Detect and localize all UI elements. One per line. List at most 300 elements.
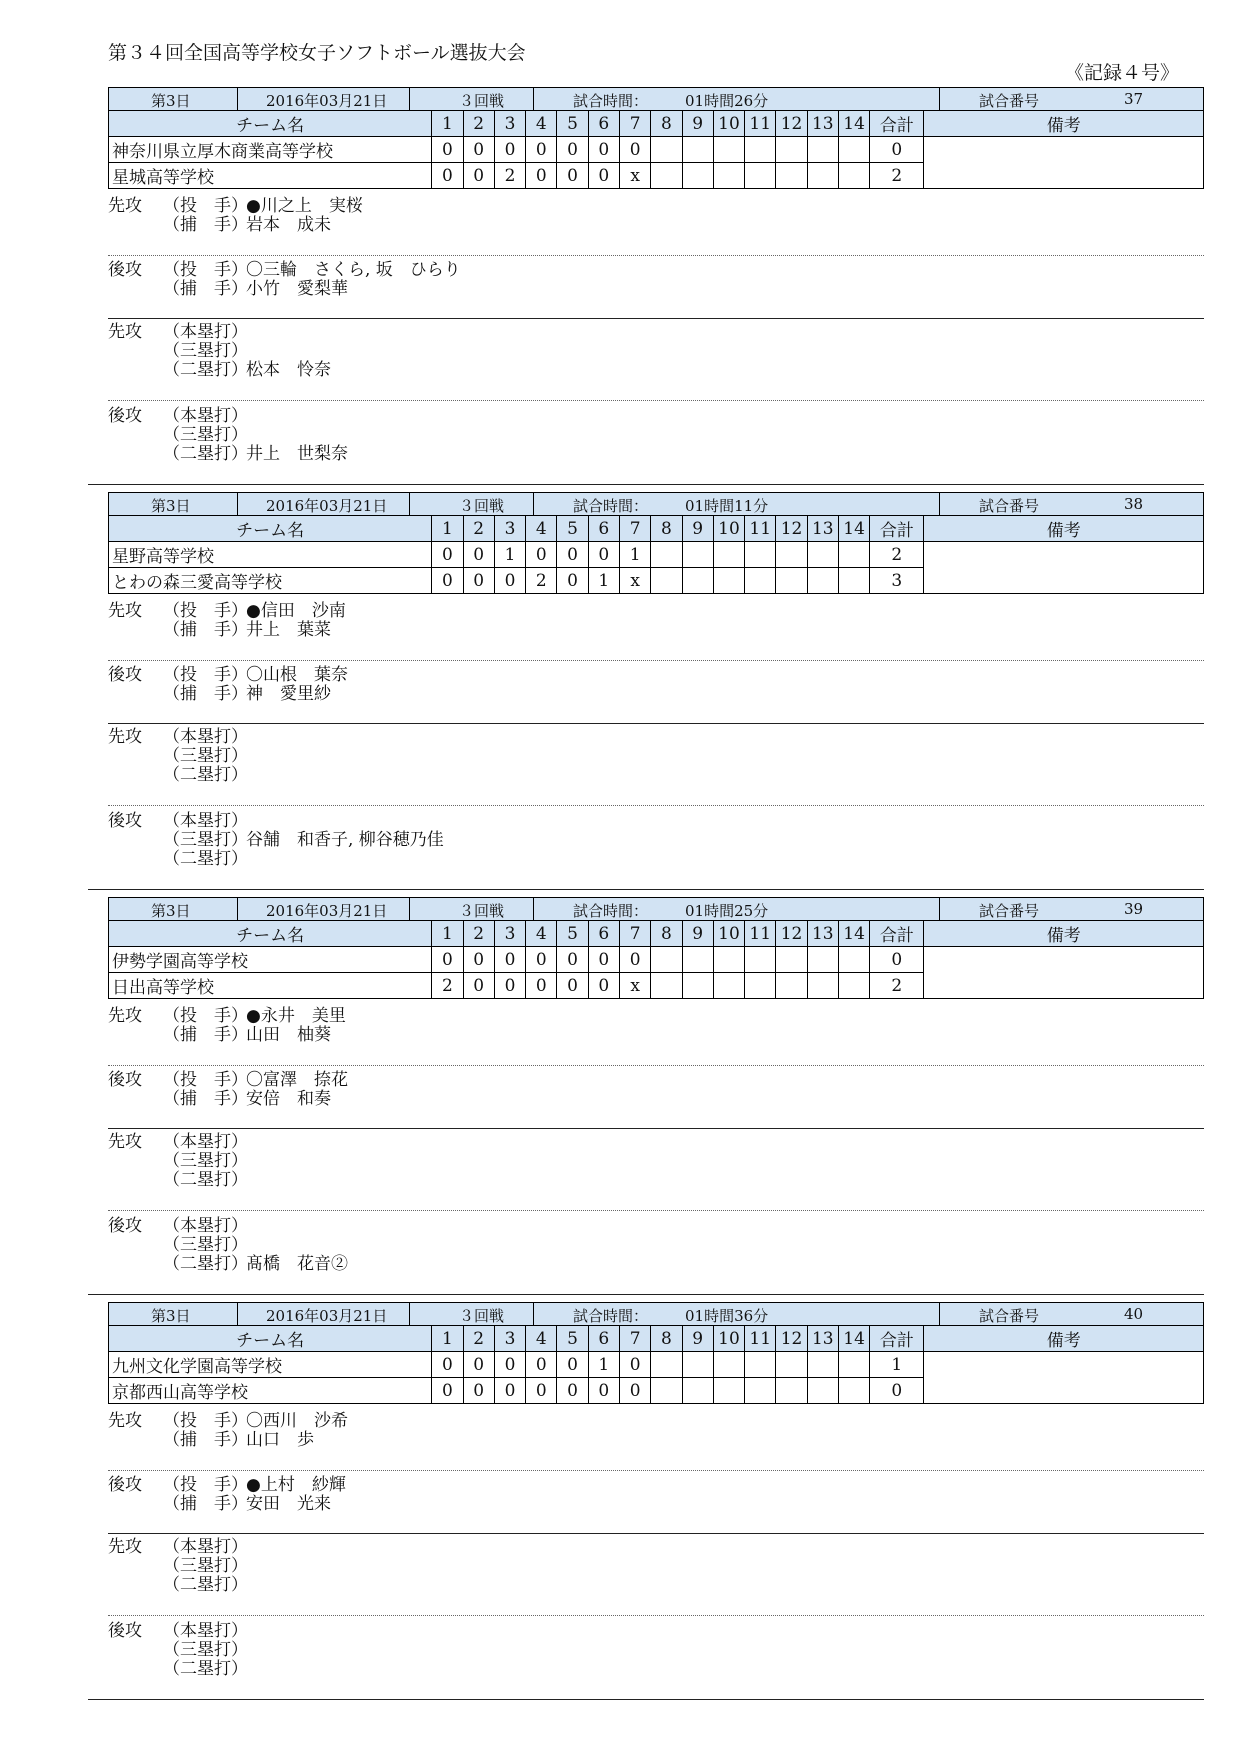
- table-header-row: [109, 1326, 1204, 1352]
- inning-score: [807, 973, 838, 999]
- inning-score: [776, 163, 807, 189]
- second-label: 後攻: [108, 1475, 142, 1495]
- inning-score: [838, 973, 869, 999]
- inning-score: 0: [432, 163, 463, 189]
- inning-header: 1: [432, 516, 463, 542]
- inning-header: 11: [745, 1326, 776, 1352]
- second-label: 後攻: [108, 260, 142, 280]
- remarks-cell: [924, 137, 1204, 189]
- inning-score: [682, 1378, 713, 1404]
- game-round: ３回戦: [459, 497, 505, 515]
- game-block: [108, 87, 1204, 499]
- dotted-separator: [108, 1470, 1204, 1471]
- catcher-label: （捕 手）: [163, 1494, 248, 1514]
- inning-score: [651, 542, 682, 568]
- inning-header: 8: [651, 921, 682, 947]
- catcher-label: （捕 手）: [163, 1025, 248, 1045]
- inning-score: 0: [526, 973, 557, 999]
- catcher-label: （捕 手）: [163, 1089, 248, 1109]
- game-block: [108, 492, 1204, 904]
- hr-label: （本塁打）: [163, 406, 248, 426]
- pitcher-label: （投 手）: [163, 665, 248, 685]
- game-time-label: 試合時間：: [573, 1307, 649, 1325]
- game-no-label: 試合番号: [979, 92, 1040, 110]
- game-time-label: 試合時間：: [573, 92, 649, 110]
- inning-score: [713, 542, 744, 568]
- total-score: 1: [870, 1352, 924, 1378]
- first-catcher: 山田 柚葵: [246, 1025, 331, 1045]
- game-round: ３回戦: [459, 92, 505, 110]
- inning-score: [745, 542, 776, 568]
- second-double: 髙橋 花音②: [246, 1254, 348, 1274]
- triple-label: （三塁打）: [163, 746, 248, 766]
- game-info-bar: [108, 87, 1204, 111]
- line-score-table: [108, 1325, 1204, 1404]
- catcher-label: （捕 手）: [163, 620, 248, 640]
- table-header-row: [109, 111, 1204, 137]
- total-header: 合計: [870, 516, 924, 542]
- inning-header: 9: [682, 111, 713, 137]
- first-pitcher: ●信田 沙南: [246, 601, 346, 621]
- catcher-label: （捕 手）: [163, 1430, 248, 1450]
- inning-header: 9: [682, 516, 713, 542]
- game-date: 2016年03月21日: [266, 1307, 388, 1325]
- inning-score: [713, 163, 744, 189]
- inning-score: [713, 1352, 744, 1378]
- inning-score: 0: [588, 137, 619, 163]
- game-no-label: 試合番号: [979, 1307, 1040, 1325]
- total-header: 合計: [870, 1326, 924, 1352]
- line-score-table: [108, 110, 1204, 189]
- first-label: 先攻: [108, 727, 142, 747]
- remarks-header: 備考: [924, 1326, 1204, 1352]
- info-divider: [533, 493, 534, 515]
- dotted-separator: [108, 1210, 1204, 1211]
- inning-score: [713, 973, 744, 999]
- inning-header: 7: [619, 1326, 650, 1352]
- second-pitcher: ●上村 紗輝: [246, 1475, 346, 1495]
- game-round: ３回戦: [459, 1307, 505, 1325]
- inning-header: 7: [619, 516, 650, 542]
- inning-header: 11: [745, 516, 776, 542]
- inning-score: [807, 1378, 838, 1404]
- game-time-label: 試合時間：: [573, 497, 649, 515]
- game-time: 01時間36分: [685, 1307, 769, 1325]
- inning-score: 2: [432, 973, 463, 999]
- game-end-line: [88, 1294, 1204, 1295]
- game-date: 2016年03月21日: [266, 92, 388, 110]
- inning-score: [651, 568, 682, 594]
- line-score-table: [108, 920, 1204, 999]
- inning-score: [807, 568, 838, 594]
- inning-score: 0: [432, 542, 463, 568]
- first-catcher: 井上 葉菜: [246, 620, 331, 640]
- inning-score: 0: [432, 947, 463, 973]
- game-day: 第3日: [151, 902, 191, 920]
- first-double: 松本 怜奈: [246, 360, 331, 380]
- game-no: 38: [1124, 495, 1144, 513]
- hr-label: （本塁打）: [163, 727, 248, 747]
- inning-score: [745, 1352, 776, 1378]
- first-label: 先攻: [108, 322, 142, 342]
- inning-score: [776, 568, 807, 594]
- inning-score: 0: [588, 973, 619, 999]
- double-label: （二塁打）: [163, 1254, 248, 1274]
- remarks-cell: [924, 947, 1204, 999]
- inning-score: [682, 947, 713, 973]
- inning-score: [682, 568, 713, 594]
- inning-score: [713, 137, 744, 163]
- hr-label: （本塁打）: [163, 1216, 248, 1236]
- inning-score: 0: [494, 947, 525, 973]
- triple-label: （三塁打）: [163, 1556, 248, 1576]
- second-label: 後攻: [108, 1070, 142, 1090]
- inning-score: [776, 1352, 807, 1378]
- inning-header: 11: [745, 921, 776, 947]
- game-info-bar: [108, 897, 1204, 921]
- inning-score: 0: [557, 1352, 588, 1378]
- catcher-label: （捕 手）: [163, 215, 248, 235]
- game-info-bar: [108, 492, 1204, 516]
- remarks-header: 備考: [924, 921, 1204, 947]
- total-score: 0: [870, 947, 924, 973]
- inning-score: 0: [494, 1378, 525, 1404]
- game-block: [108, 897, 1204, 1309]
- inning-header: 10: [713, 1326, 744, 1352]
- inning-score: 0: [526, 1378, 557, 1404]
- inning-score: [838, 163, 869, 189]
- inning-header: 2: [463, 111, 494, 137]
- inning-score: 0: [619, 1378, 650, 1404]
- inning-header: 1: [432, 111, 463, 137]
- inning-score: 0: [526, 1352, 557, 1378]
- second-label: 後攻: [108, 1216, 142, 1236]
- double-label: （二塁打）: [163, 1575, 248, 1595]
- inning-header: 14: [838, 921, 869, 947]
- inning-header: 13: [807, 1326, 838, 1352]
- inning-score: [838, 137, 869, 163]
- second-label: 後攻: [108, 406, 142, 426]
- info-divider: [409, 898, 410, 920]
- inning-header: 12: [776, 516, 807, 542]
- inning-header: 9: [682, 921, 713, 947]
- second-pitcher: 〇三輪 さくら, 坂 ひらり: [246, 260, 461, 280]
- inning-score: [838, 947, 869, 973]
- inning-score: 0: [557, 947, 588, 973]
- inning-score: 0: [557, 137, 588, 163]
- dotted-separator: [108, 1615, 1204, 1616]
- inning-score: 0: [432, 137, 463, 163]
- inning-header: 6: [588, 921, 619, 947]
- record-number: 《記録４号》: [1064, 62, 1179, 84]
- game-info-bar: [108, 1302, 1204, 1326]
- game-day: 第3日: [151, 497, 191, 515]
- second-label: 後攻: [108, 811, 142, 831]
- inning-score: 0: [432, 1378, 463, 1404]
- inning-score: [651, 163, 682, 189]
- inning-score: 0: [557, 973, 588, 999]
- section-separator: [108, 723, 1204, 724]
- inning-header: 11: [745, 111, 776, 137]
- inning-header: 5: [557, 111, 588, 137]
- info-divider: [237, 88, 238, 110]
- table-row: [109, 1352, 1204, 1378]
- inning-score: 1: [588, 1352, 619, 1378]
- info-divider: [409, 1303, 410, 1325]
- inning-score: [682, 542, 713, 568]
- inning-header: 12: [776, 921, 807, 947]
- inning-score: [838, 1378, 869, 1404]
- total-score: 3: [870, 568, 924, 594]
- pitcher-label: （投 手）: [163, 260, 248, 280]
- first-label: 先攻: [108, 601, 142, 621]
- inning-score: x: [619, 163, 650, 189]
- triple-label: （三塁打）: [163, 425, 248, 445]
- inning-header: 4: [526, 111, 557, 137]
- hr-label: （本塁打）: [163, 322, 248, 342]
- inning-score: 0: [557, 1378, 588, 1404]
- first-label: 先攻: [108, 1537, 142, 1557]
- triple-label: （三塁打）: [163, 830, 248, 850]
- info-divider: [237, 898, 238, 920]
- total-header: 合計: [870, 921, 924, 947]
- inning-score: 0: [588, 163, 619, 189]
- pitcher-label: （投 手）: [163, 1006, 248, 1026]
- info-divider: [237, 1303, 238, 1325]
- second-pitcher: 〇富澤 捺花: [246, 1070, 348, 1090]
- inning-score: 0: [526, 542, 557, 568]
- inning-score: [713, 1378, 744, 1404]
- hr-label: （本塁打）: [163, 1537, 248, 1557]
- game-day: 第3日: [151, 1307, 191, 1325]
- inning-score: [651, 137, 682, 163]
- inning-header: 4: [526, 921, 557, 947]
- team-column-header: チーム名: [109, 111, 432, 137]
- inning-score: [745, 163, 776, 189]
- game-date: 2016年03月21日: [266, 497, 388, 515]
- inning-score: 0: [526, 947, 557, 973]
- dotted-separator: [108, 255, 1204, 256]
- pitcher-label: （投 手）: [163, 196, 248, 216]
- remarks-cell: [924, 542, 1204, 594]
- second-label: 後攻: [108, 665, 142, 685]
- inning-score: 0: [463, 568, 494, 594]
- inning-score: 0: [463, 542, 494, 568]
- first-catcher: 岩本 成未: [246, 215, 331, 235]
- first-label: 先攻: [108, 1411, 142, 1431]
- total-header: 合計: [870, 111, 924, 137]
- inning-header: 14: [838, 516, 869, 542]
- inning-header: 7: [619, 921, 650, 947]
- total-score: 0: [870, 137, 924, 163]
- inning-header: 1: [432, 1326, 463, 1352]
- inning-score: [776, 542, 807, 568]
- triple-label: （三塁打）: [163, 341, 248, 361]
- triple-label: （三塁打）: [163, 1235, 248, 1255]
- double-label: （二塁打）: [163, 1170, 248, 1190]
- table-header-row: [109, 516, 1204, 542]
- inning-header: 6: [588, 1326, 619, 1352]
- inning-header: 6: [588, 516, 619, 542]
- team-name: 星城高等学校: [109, 163, 432, 189]
- inning-header: 10: [713, 516, 744, 542]
- inning-header: 3: [494, 111, 525, 137]
- inning-header: 5: [557, 516, 588, 542]
- inning-score: [776, 1378, 807, 1404]
- team-column-header: チーム名: [109, 921, 432, 947]
- game-no: 40: [1124, 1305, 1144, 1323]
- game-date: 2016年03月21日: [266, 902, 388, 920]
- inning-score: [776, 137, 807, 163]
- inning-header: 13: [807, 111, 838, 137]
- game-end-line: [88, 889, 1204, 890]
- inning-score: [745, 568, 776, 594]
- tournament-title: 第３４回全国高等学校女子ソフトボール選抜大会: [108, 42, 526, 64]
- inning-score: [838, 568, 869, 594]
- game-time: 01時間26分: [685, 92, 769, 110]
- team-name: 九州文化学園高等学校: [109, 1352, 432, 1378]
- inning-header: 14: [838, 1326, 869, 1352]
- inning-score: [776, 973, 807, 999]
- inning-score: x: [619, 973, 650, 999]
- inning-score: [745, 947, 776, 973]
- info-divider: [939, 1303, 940, 1325]
- inning-score: [807, 137, 838, 163]
- line-score-table: [108, 515, 1204, 594]
- first-label: 先攻: [108, 196, 142, 216]
- inning-score: 0: [557, 568, 588, 594]
- inning-score: 0: [619, 1352, 650, 1378]
- inning-header: 9: [682, 1326, 713, 1352]
- inning-score: 0: [463, 1352, 494, 1378]
- inning-score: [713, 947, 744, 973]
- inning-header: 3: [494, 1326, 525, 1352]
- inning-header: 5: [557, 921, 588, 947]
- table-row: [109, 542, 1204, 568]
- team-name: とわの森三愛高等学校: [109, 568, 432, 594]
- info-divider: [533, 1303, 534, 1325]
- inning-score: [745, 1378, 776, 1404]
- inning-score: 0: [557, 542, 588, 568]
- inning-header: 4: [526, 516, 557, 542]
- remarks-cell: [924, 1352, 1204, 1404]
- game-time: 01時間25分: [685, 902, 769, 920]
- team-name: 京都西山高等学校: [109, 1378, 432, 1404]
- inning-score: [682, 137, 713, 163]
- inning-header: 3: [494, 921, 525, 947]
- info-divider: [409, 493, 410, 515]
- inning-score: 0: [588, 542, 619, 568]
- inning-score: 0: [463, 947, 494, 973]
- inning-score: 1: [494, 542, 525, 568]
- inning-score: [838, 1352, 869, 1378]
- inning-score: 0: [588, 947, 619, 973]
- table-header-row: [109, 921, 1204, 947]
- team-name: 日出高等学校: [109, 973, 432, 999]
- double-label: （二塁打）: [163, 360, 248, 380]
- inning-header: 2: [463, 1326, 494, 1352]
- hr-label: （本塁打）: [163, 1132, 248, 1152]
- inning-score: [807, 163, 838, 189]
- first-pitcher: ●永井 美里: [246, 1006, 346, 1026]
- double-label: （二塁打）: [163, 1659, 248, 1679]
- inning-header: 4: [526, 1326, 557, 1352]
- inning-score: [651, 973, 682, 999]
- double-label: （二塁打）: [163, 849, 248, 869]
- game-no-label: 試合番号: [979, 497, 1040, 515]
- inning-score: [651, 1378, 682, 1404]
- second-triple: 谷舗 和香子, 柳谷穂乃佳: [246, 830, 444, 850]
- inning-score: [807, 947, 838, 973]
- inning-header: 1: [432, 921, 463, 947]
- remarks-header: 備考: [924, 111, 1204, 137]
- second-catcher: 小竹 愛梨華: [246, 279, 348, 299]
- inning-header: 13: [807, 516, 838, 542]
- info-divider: [939, 88, 940, 110]
- catcher-label: （捕 手）: [163, 279, 248, 299]
- inning-score: [682, 973, 713, 999]
- inning-header: 10: [713, 111, 744, 137]
- inning-score: [682, 1352, 713, 1378]
- inning-score: 0: [494, 137, 525, 163]
- total-score: 2: [870, 973, 924, 999]
- info-divider: [237, 493, 238, 515]
- inning-score: 0: [526, 137, 557, 163]
- inning-score: 0: [432, 568, 463, 594]
- inning-score: 0: [432, 1352, 463, 1378]
- inning-header: 6: [588, 111, 619, 137]
- second-label: 後攻: [108, 1621, 142, 1641]
- second-pitcher: 〇山根 葉奈: [246, 665, 348, 685]
- inning-header: 8: [651, 1326, 682, 1352]
- triple-label: （三塁打）: [163, 1640, 248, 1660]
- game-day: 第3日: [151, 92, 191, 110]
- info-divider: [533, 898, 534, 920]
- game-round: ３回戦: [459, 902, 505, 920]
- inning-score: 0: [494, 973, 525, 999]
- hr-label: （本塁打）: [163, 811, 248, 831]
- inning-score: 0: [463, 137, 494, 163]
- game-no: 37: [1124, 90, 1144, 108]
- inning-score: [745, 973, 776, 999]
- inning-score: 2: [526, 568, 557, 594]
- second-double: 井上 世梨奈: [246, 444, 348, 464]
- game-no: 39: [1124, 900, 1144, 918]
- inning-score: [682, 163, 713, 189]
- pitcher-label: （投 手）: [163, 1475, 248, 1495]
- inning-header: 12: [776, 1326, 807, 1352]
- inning-score: 0: [494, 568, 525, 594]
- inning-score: 0: [619, 137, 650, 163]
- pitcher-label: （投 手）: [163, 1070, 248, 1090]
- first-pitcher: 〇西川 沙希: [246, 1411, 348, 1431]
- inning-score: 0: [463, 1378, 494, 1404]
- inning-score: x: [619, 568, 650, 594]
- game-time-label: 試合時間：: [573, 902, 649, 920]
- team-column-header: チーム名: [109, 516, 432, 542]
- inning-score: 0: [557, 163, 588, 189]
- table-row: [109, 947, 1204, 973]
- team-name: 神奈川県立厚木商業高等学校: [109, 137, 432, 163]
- table-row: [109, 137, 1204, 163]
- first-pitcher: ●川之上 実桜: [246, 196, 363, 216]
- pitcher-label: （投 手）: [163, 601, 248, 621]
- inning-header: 12: [776, 111, 807, 137]
- info-divider: [533, 88, 534, 110]
- inning-header: 2: [463, 921, 494, 947]
- inning-score: [651, 947, 682, 973]
- total-score: 0: [870, 1378, 924, 1404]
